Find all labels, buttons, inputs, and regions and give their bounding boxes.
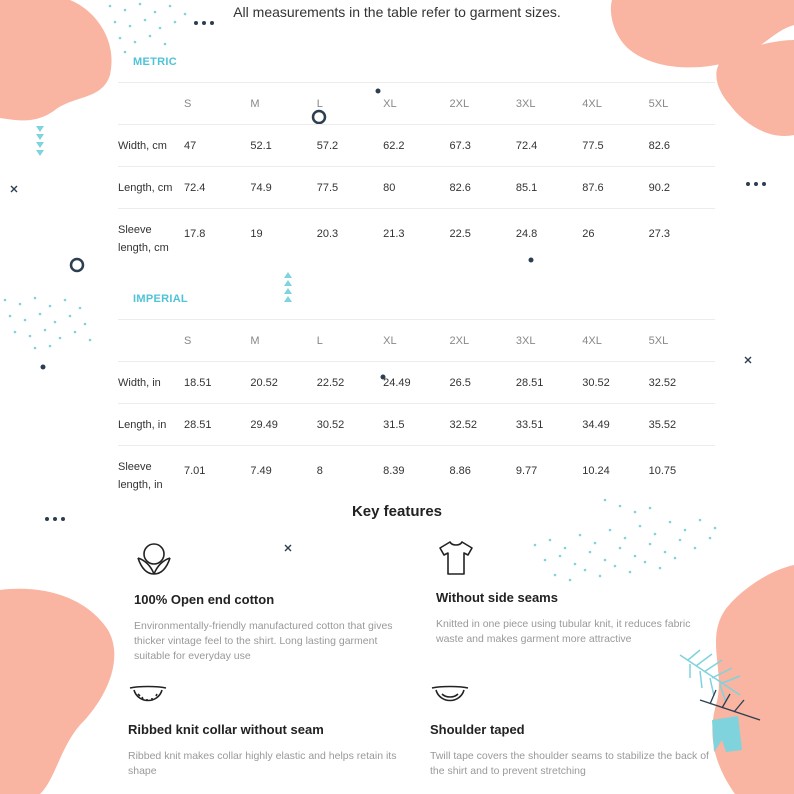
table-cell: 77.5: [317, 167, 383, 209]
table-cell: 7.49: [250, 446, 316, 496]
table-cell: 8.86: [450, 446, 516, 496]
table-cell: 72.4: [184, 167, 250, 209]
table-cell: 9.77: [516, 446, 582, 496]
feature-title: 100% Open end cotton: [134, 592, 275, 607]
metric-size-table: [118, 82, 715, 259]
tshirt-icon: [436, 538, 476, 578]
table-cell: 31.5: [383, 404, 449, 446]
size-header: L: [317, 320, 383, 362]
table-cell: 32.52: [649, 362, 715, 404]
size-header: 2XL: [450, 320, 516, 362]
feature-description: Knitted in one piece using tubular knit, it reduces fabric waste and makes garment more attractive: [436, 618, 691, 645]
table-cell: 28.51: [184, 404, 250, 446]
size-header: S: [184, 320, 250, 362]
size-header: S: [184, 83, 250, 125]
feature-description: Ribbed knit makes collar highly elastic and helps retain its shape: [128, 750, 397, 777]
table-cell: 32.52: [450, 404, 516, 446]
table-cell: 7.01: [184, 446, 250, 496]
size-header: XL: [383, 320, 449, 362]
measurement-note: All measurements in the table refer to garment sizes.: [233, 4, 561, 20]
table-row: [118, 404, 715, 446]
taped-shoulder-icon: [430, 682, 470, 710]
table-row: [118, 167, 715, 209]
feature-title: Shoulder taped: [430, 722, 525, 737]
feature-without-side-seams: [436, 538, 696, 647]
size-header: XL: [383, 83, 449, 125]
table-cell: 17.8: [184, 209, 250, 259]
table-cell: 87.6: [582, 167, 648, 209]
table-cell: 8: [317, 446, 383, 496]
table-cell: 62.2: [383, 125, 449, 167]
feature-description: Environmentally-friendly manufactured cotton that gives thicker vintage feel to the shirt. Long lasting garment suitable for everyday use: [134, 620, 393, 662]
table-cell: 35.52: [649, 404, 715, 446]
table-cell: 24.8: [516, 209, 582, 259]
table-cell: 30.52: [317, 404, 383, 446]
table-cell: 47: [184, 125, 250, 167]
table-cell: 22.52: [317, 362, 383, 404]
table-cell: 20.52: [250, 362, 316, 404]
table-row: [118, 362, 715, 404]
table-cell: 22.5: [450, 209, 516, 259]
table-cell: 10.75: [649, 446, 715, 496]
header-corner: [118, 83, 184, 125]
table-cell: 67.3: [450, 125, 516, 167]
blob-bottom-right: [712, 565, 794, 794]
size-header: 4XL: [582, 83, 648, 125]
table-row: [118, 125, 715, 167]
feature-description: Twill tape covers the shoulder seams to stabilize the back of the shirt and to prevent stretching: [430, 750, 709, 777]
row-label: Width, cm: [118, 125, 184, 167]
feature-title: Ribbed knit collar without seam: [128, 722, 324, 737]
chevron-stack-left: [36, 126, 44, 156]
imperial-section-label: IMPERIAL: [133, 293, 188, 305]
cotton-flower-icon: [134, 540, 174, 580]
table-cell: 26.5: [450, 362, 516, 404]
size-header: 3XL: [516, 83, 582, 125]
size-header: L: [317, 83, 383, 125]
table-row: [118, 446, 715, 496]
table-cell: 52.1: [250, 125, 316, 167]
table-header-row: [118, 83, 715, 125]
chevron-stack-middle: [284, 272, 292, 302]
table-cell: 74.9: [250, 167, 316, 209]
size-header: M: [250, 320, 316, 362]
table-cell: 34.49: [582, 404, 648, 446]
feature-open-end-cotton: [134, 540, 394, 664]
table-cell: 18.51: [184, 362, 250, 404]
row-label: Width, in: [118, 362, 184, 404]
imperial-size-table: [118, 319, 715, 496]
table-cell: 82.6: [649, 125, 715, 167]
dot-field-left: [4, 297, 92, 350]
size-header: 4XL: [582, 320, 648, 362]
table-cell: 26: [582, 209, 648, 259]
row-label: Length, in: [118, 404, 184, 446]
table-cell: 10.24: [582, 446, 648, 496]
key-features-title: Key features: [351, 503, 443, 520]
table-cell: 29.49: [250, 404, 316, 446]
table-cell: 8.39: [383, 446, 449, 496]
table-cell: 21.3: [383, 209, 449, 259]
table-cell: 30.52: [582, 362, 648, 404]
table-cell: 80: [383, 167, 449, 209]
feature-ribbed-collar: [128, 682, 398, 779]
size-header: 3XL: [516, 320, 582, 362]
table-cell: 20.3: [317, 209, 383, 259]
table-cell: 57.2: [317, 125, 383, 167]
size-header: 5XL: [649, 83, 715, 125]
row-label: Sleeve length, in: [118, 446, 184, 496]
row-label: Length, cm: [118, 167, 184, 209]
table-cell: 77.5: [582, 125, 648, 167]
feature-title: Without side seams: [436, 590, 558, 605]
table-cell: 90.2: [649, 167, 715, 209]
table-cell: 82.6: [450, 167, 516, 209]
blob-bottom-left: [0, 589, 114, 794]
table-row: [118, 209, 715, 259]
table-cell: 85.1: [516, 167, 582, 209]
size-header: M: [250, 83, 316, 125]
teal-shape: [712, 716, 742, 752]
metric-section-label: METRIC: [133, 56, 177, 68]
header-corner: [118, 320, 184, 362]
table-cell: 28.51: [516, 362, 582, 404]
table-cell: 27.3: [649, 209, 715, 259]
table-cell: 19: [250, 209, 316, 259]
ribbed-collar-icon: [128, 682, 168, 710]
feature-shoulder-taped: [430, 682, 710, 779]
table-cell: 24.49: [383, 362, 449, 404]
size-header: 5XL: [649, 320, 715, 362]
size-header: 2XL: [450, 83, 516, 125]
table-cell: 33.51: [516, 404, 582, 446]
row-label: Sleeve length, cm: [118, 209, 184, 259]
table-header-row: [118, 320, 715, 362]
table-cell: 72.4: [516, 125, 582, 167]
